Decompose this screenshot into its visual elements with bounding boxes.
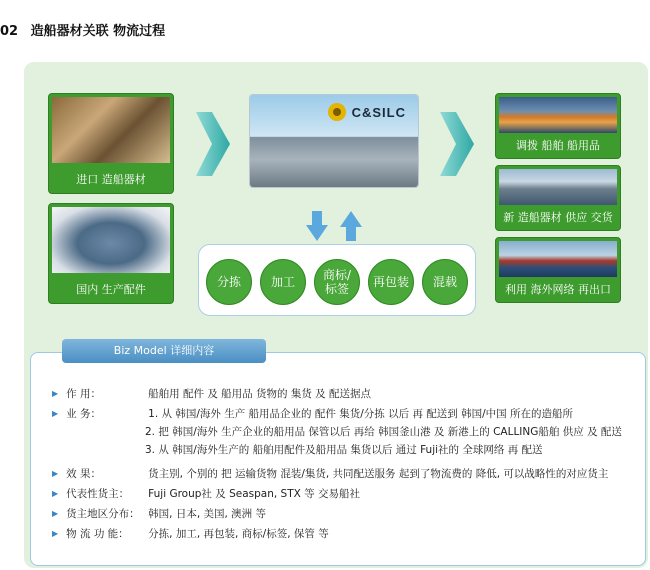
arrow-right-icon <box>440 104 474 184</box>
section-heading <box>0 20 165 39</box>
bullet-icon: ▶ <box>52 389 59 398</box>
section-title: 造船器材关联 物流过程 <box>30 24 166 39</box>
ship-photo <box>499 97 617 133</box>
logo-text: C&SILC <box>351 104 406 120</box>
bullet-icon: ▶ <box>52 529 59 538</box>
procure-card <box>495 93 621 159</box>
bullet-icon: ▶ <box>52 469 59 478</box>
function-label: 物 流 功 能： <box>66 528 129 540</box>
procure-caption: 调拨 船舶 船用品 <box>516 139 600 152</box>
machinery-photo <box>52 207 170 273</box>
arrow-right-icon <box>196 104 230 184</box>
bullet-icon: ▶ <box>52 489 59 498</box>
business-item-1: 1. 从 韩国/海外 生产 船用品企业的 配件 集货/分拣 以后 再 配送到 韩国/中国 所在的造船所 <box>148 408 573 420</box>
business-label: 业 务： <box>66 408 101 420</box>
domestic-card <box>48 203 174 304</box>
supply-caption: 新 造船器材 供应 交货 <box>503 211 613 224</box>
import-card <box>48 93 174 194</box>
function-text: 分拣, 加工, 再包装, 商标/标签, 保管 等 <box>148 528 329 540</box>
effect-label: 效 果： <box>66 468 101 480</box>
detail-row-role <box>52 386 371 401</box>
region-label: 货主地区分布： <box>66 508 140 520</box>
section-number: 02 <box>0 24 19 39</box>
domestic-caption: 国内 生产配件 <box>76 283 146 296</box>
company-logo <box>328 103 406 121</box>
bullet-icon: ▶ <box>52 509 59 518</box>
detail-row-business <box>52 406 573 421</box>
reexport-caption: 利用 海外网络 再出口 <box>505 283 611 296</box>
role-label: 作 用： <box>66 388 101 400</box>
detail-row-function <box>52 526 329 541</box>
shipper-text: Fuji Group社 及 Seaspan, STX 等 交易船社 <box>148 488 360 500</box>
reexport-card <box>495 237 621 303</box>
logo-emblem-icon <box>328 103 346 121</box>
warehouse-card <box>249 94 419 188</box>
process-repacking: 再包装 <box>368 259 414 305</box>
business-item-3: 3. 从 韩国/海外生产的 船舶用配件及船用品 集货以后 通过 Fuji社的 全球网络 再 配送 <box>145 444 543 456</box>
process-labeling-text: 商标/ 标签 <box>322 268 352 296</box>
detail-row-region <box>52 506 266 521</box>
supply-card <box>495 165 621 231</box>
process-consolidation: 混载 <box>422 259 468 305</box>
biz-model-tab: Biz Model 详细内容 <box>62 339 266 363</box>
region-text: 韩国, 日本, 美国, 澳洲 等 <box>148 508 267 520</box>
bullet-icon: ▶ <box>52 409 59 418</box>
arrow-down-icon <box>306 211 328 241</box>
role-text: 船舶用 配件 及 船用品 货物的 集货 及 配送据点 <box>148 388 372 400</box>
process-processing: 加工 <box>260 259 306 305</box>
process-sorting: 分拣 <box>206 259 252 305</box>
detail-row-shipper <box>52 486 360 501</box>
cargo-ship-photo <box>499 241 617 277</box>
business-item-2: 2. 把 韩国/海外 生产企业的船用品 保管以后 再给 韩国釜山港 及 新港上的 CALLING船舶 供应 及 配送 <box>145 426 622 438</box>
port-photo <box>499 169 617 205</box>
detail-row-effect <box>52 466 608 481</box>
pipe-equipment-photo <box>52 97 170 163</box>
effect-text: 货主别, 个别的 把 运输货物 混装/集货, 共同配送服务 起到了物流费的 降低, 可以战略性的对应货主 <box>148 468 609 480</box>
process-labeling <box>314 259 360 305</box>
arrow-up-icon <box>340 211 362 241</box>
shipper-label: 代表性货主： <box>66 488 130 500</box>
import-caption: 进口 造船器材 <box>76 173 146 186</box>
